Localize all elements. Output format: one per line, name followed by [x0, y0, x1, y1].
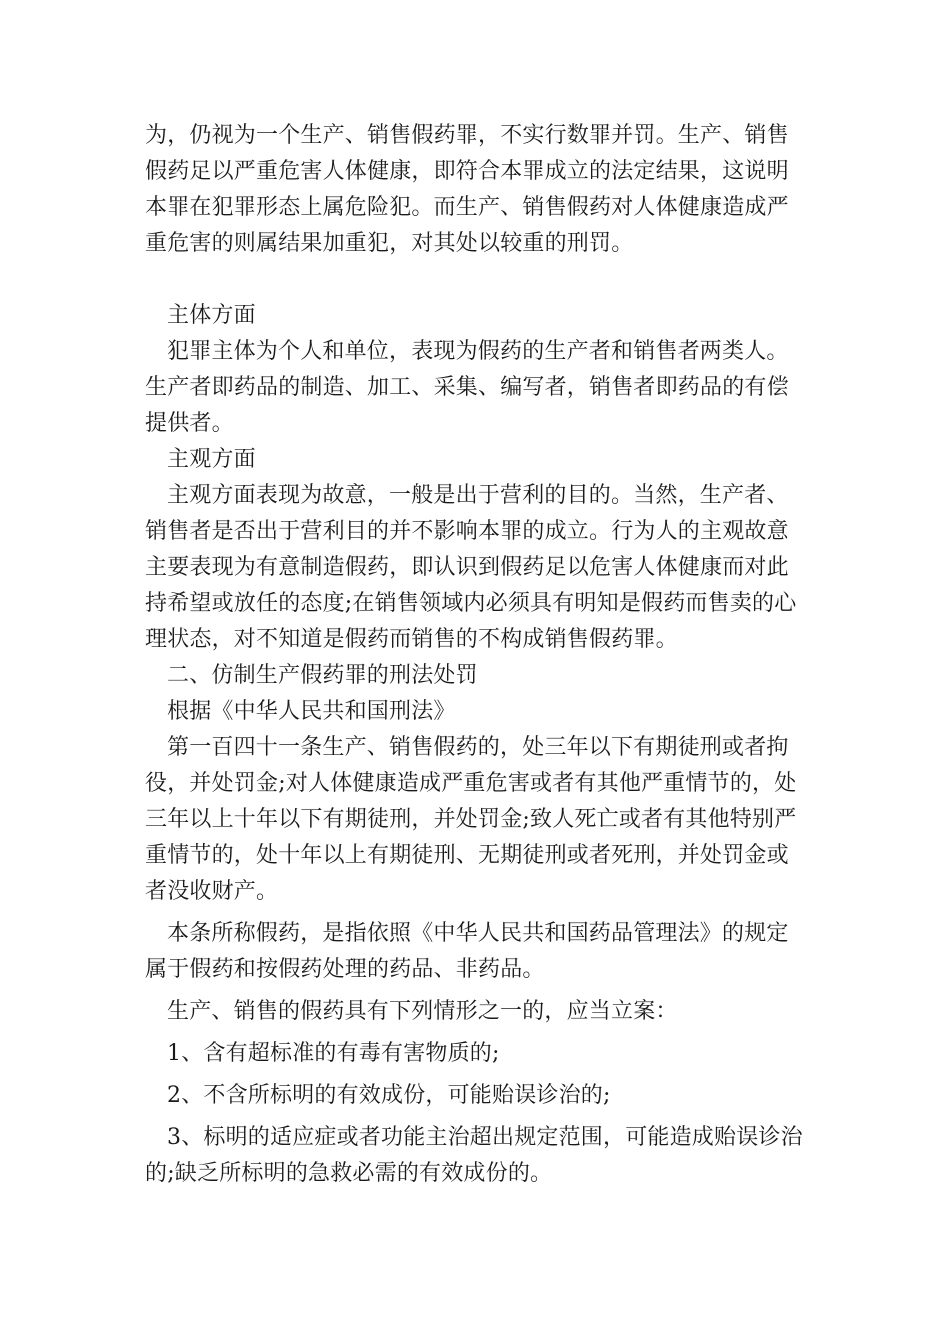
list-item-3: 3、标明的适应症或者功能主治超出规定范围，可能造成贻误诊治的;缺乏所标明的急救必需的有效成份的。: [145, 1125, 803, 1186]
paragraph-according-to: 根据《中华人民共和国刑法》: [167, 699, 456, 724]
paragraph-article-141: 第一百四十一条生产、销售假药的，处三年以下有期徒刑或者拘役，并处罚金;对人体健康造成严重危害或者有其他严重情节的，处三年以上十年以下有期徒刑，并处罚金;致人死亡或者有其他特别严重情节的，处十年以上有期徒刑、无期徒刑或者死刑，并处罚金或者没收财产。: [145, 735, 797, 904]
list-item-2: 2、不含所标明的有效成份，可能贻误诊治的;: [167, 1083, 611, 1108]
heading-section-two: 二、仿制生产假药罪的刑法处罚: [167, 663, 478, 688]
paragraph-subject: 犯罪主体为个人和单位，表现为假药的生产者和销售者两类人。生产者即药品的制造、加工、采集、编写者，销售者即药品的有偿提供者。: [145, 339, 789, 436]
paragraph-definition: 本条所称假药，是指依照《中华人民共和国药品管理法》的规定属于假药和按假药处理的药品、非药品。: [145, 921, 789, 982]
paragraph-subjective: 主观方面表现为故意，一般是出于营利的目的。当然，生产者、销售者是否出于营利目的并不影响本罪的成立。行为人的主观故意主要表现为有意制造假药，即认识到假药足以危害人体健康而对此持希望或放任的态度;在销售领域内必须具有明知是假药而售卖的心理状态，对不知道是假药而销售的不构成销售假药罪。: [145, 483, 797, 652]
heading-subject: 主体方面: [167, 303, 256, 328]
list-item-1: 1、含有超标准的有毒有害物质的;: [167, 1041, 500, 1066]
heading-subjective: 主观方面: [167, 447, 256, 472]
paragraph-continuation: 为，仍视为一个生产、销售假药罪，不实行数罪并罚。生产、销售假药足以严重危害人体健康，即符合本罪成立的法定结果，这说明本罪在犯罪形态上属危险犯。而生产、销售假药对人体健康造成严重危害的则属结果加重犯，对其处以较重的刑罚。: [145, 123, 789, 256]
document-body: [145, 118, 810, 1192]
paragraph-filing-conditions: 生产、销售的假药具有下列情形之一的，应当立案：: [167, 999, 678, 1024]
